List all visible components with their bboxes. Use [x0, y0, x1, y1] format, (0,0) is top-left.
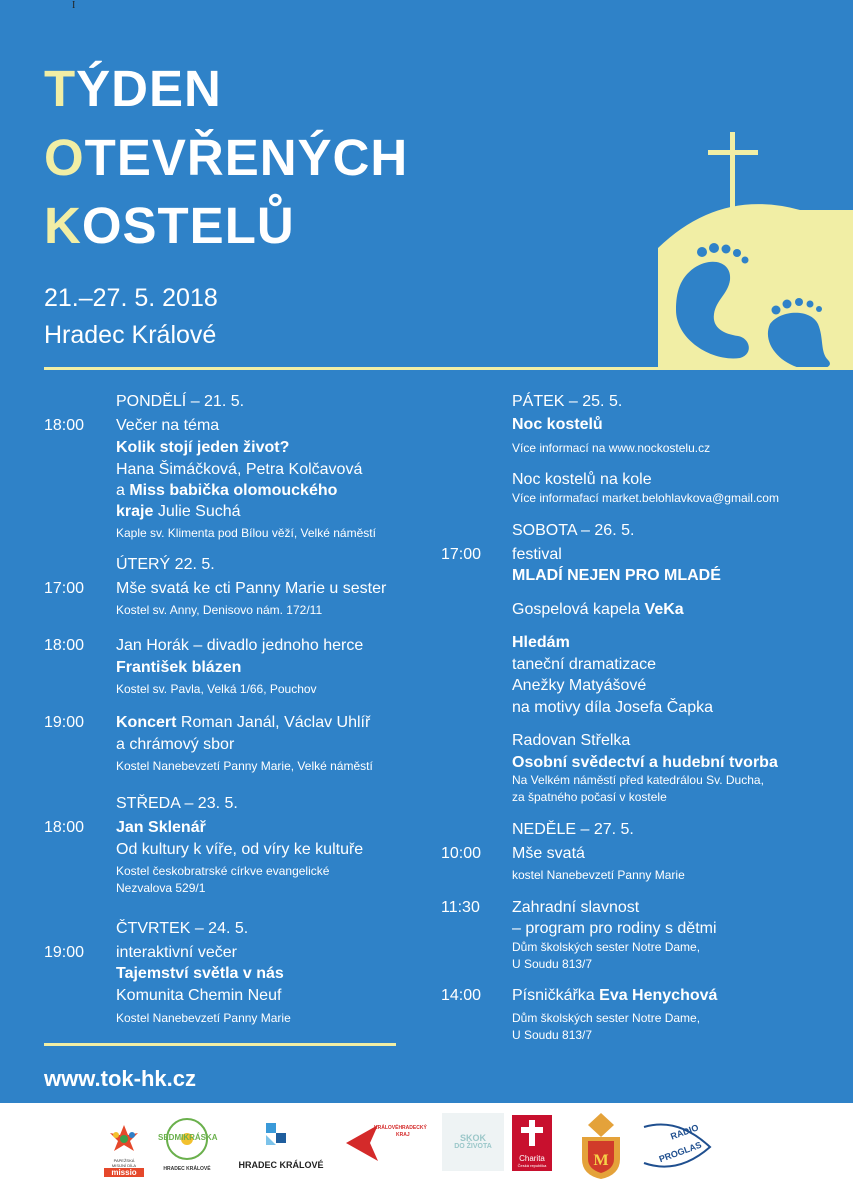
event-info: Více informafací market.belohlavkova@gmail.com — [512, 491, 779, 505]
day-heading-saturday: SOBOTA – 26. 5. — [512, 522, 635, 539]
radio-proglas-logo: RADIO PROGLAS — [640, 1117, 716, 1173]
event-place: Na Velkém náměstí před katedrálou Sv. Ducha, — [512, 773, 764, 787]
title-line-1: TÝDEN — [44, 60, 222, 117]
event-info: Více informací na www.nockostelu.cz — [512, 441, 711, 455]
day-heading-thursday: ČTVRTEK – 24. 5. — [116, 920, 249, 937]
fish-icon — [640, 1117, 716, 1173]
header-divider — [44, 367, 853, 370]
event-title: Osobní svědectví a hudební tvorba — [512, 754, 778, 771]
title-initial: K — [44, 197, 82, 254]
event-place: Dům školských sester Notre Dame, — [512, 1011, 701, 1025]
event-place: Kostel sv. Pavla, Velká 1/66, Pouchov — [116, 682, 317, 696]
event-dates: 21.–27. 5. 2018 — [44, 284, 218, 312]
kralovehradecky-kraj-logo: KRÁLOVÉHRADECKÝ KRAJ — [344, 1119, 434, 1169]
event-time: 18:00 — [44, 819, 85, 836]
event-place: za špatného počasí v kostele — [512, 790, 667, 804]
event-text: taneční dramatizace — [512, 656, 657, 673]
hradec-kralove-logo: HRADEC KRÁLOVÉ — [232, 1121, 330, 1173]
event-text: festival — [512, 546, 562, 563]
event-title: Tajemství světla v nás — [116, 965, 284, 982]
svg-text:M: M — [593, 1152, 609, 1169]
event-place: Kostel Nanebevzetí Panny Marie — [116, 1011, 291, 1025]
event-text: Radovan Střelka — [512, 732, 631, 749]
event-text: Komunita Chemin Neuf — [116, 987, 282, 1004]
event-text: a chrámový sbor — [116, 736, 235, 753]
event-text: Zahradní slavnost — [512, 899, 640, 916]
footer-divider — [44, 1043, 396, 1046]
title-line-2: OTEVŘENÝCH — [44, 129, 409, 186]
event-time: 17:00 — [441, 546, 482, 563]
hk-arrow-icon — [232, 1121, 330, 1151]
event-title: Hledám — [512, 634, 570, 651]
day-heading-sunday: NEDĚLE – 27. 5. — [512, 821, 634, 838]
event-time: 17:00 — [44, 580, 85, 597]
church-footprints-icon — [650, 128, 853, 370]
event-time: 11:30 — [441, 899, 480, 916]
event-title: Noc kostelů — [512, 416, 603, 433]
title-initial: T — [44, 60, 77, 117]
event-time: 19:00 — [44, 944, 85, 961]
event-text: interaktivní večer — [116, 944, 237, 961]
day-heading-monday: PONDĚLÍ – 21. 5. — [116, 393, 245, 410]
missio-logo: PAPEŽSKÁ MISIJNÍ DÍLA missio — [104, 1123, 144, 1175]
event-text: Písničkářka Eva Henychová — [512, 987, 718, 1004]
event-time: 18:00 — [44, 417, 85, 434]
event-text: Mše svatá — [512, 845, 585, 862]
charita-logo: Charita Česká republika — [512, 1115, 552, 1171]
event-text: na motivy díla Josefa Čapka — [512, 699, 713, 716]
event-place: U Soudu 813/7 — [512, 1028, 593, 1042]
event-title: Kolik stojí jeden život? — [116, 439, 290, 456]
diocese-coat-of-arms-icon — [574, 1111, 628, 1181]
event-place: Nezvalova 529/1 — [116, 881, 206, 895]
event-time: 10:00 — [441, 845, 482, 862]
event-text: Mše svatá ke cti Panny Marie u sester — [116, 580, 387, 597]
event-place: Kostel Nanebevzetí Panny Marie, Velké náměstí — [116, 759, 373, 773]
sponsor-logos-bar — [0, 1103, 853, 1200]
event-text: kraje Julie Suchá — [116, 503, 241, 520]
charita-cross-icon — [512, 1115, 552, 1149]
page-marker: I — [72, 0, 76, 11]
event-time: 18:00 — [44, 637, 85, 654]
website-link[interactable]: www.tok-hk.cz — [44, 1066, 196, 1091]
event-text: Od kultury k víře, od víry ke kultuře — [116, 841, 364, 858]
event-text: Jan Horák – divadlo jednoho herce — [116, 637, 364, 654]
event-text: Hana Šimáčková, Petra Kolčavová — [116, 461, 363, 478]
event-text: Anežky Matyášové — [512, 677, 647, 694]
event-text: Večer na téma — [116, 417, 220, 434]
event-time: 19:00 — [44, 714, 85, 731]
event-place: Kaple sv. Klimenta pod Bílou věží, Velké náměstí — [116, 526, 376, 540]
event-title: MLADÍ NEJEN PRO MLADÉ — [512, 567, 721, 584]
event-place: Kostel českobratrské církve evangelické — [116, 864, 330, 878]
event-city: Hradec Králové — [44, 321, 217, 349]
event-title: Jan Sklenář — [116, 819, 206, 836]
missio-star-icon — [104, 1123, 144, 1153]
event-text: Gospelová kapela VeKa — [512, 601, 684, 618]
event-title: František blázen — [116, 659, 242, 676]
day-heading-wednesday: STŘEDA – 23. 5. — [116, 795, 238, 812]
event-text: Noc kostelů na kole — [512, 471, 652, 488]
event-place: Kostel sv. Anny, Denisovo nám. 172/11 — [116, 603, 323, 617]
event-text: a Miss babička olomouckého — [116, 482, 338, 499]
event-text: – program pro rodiny s dětmi — [512, 920, 717, 937]
event-place: Dům školských sester Notre Dame, — [512, 940, 701, 954]
title-initial: O — [44, 129, 85, 186]
event-place: U Soudu 813/7 — [512, 957, 593, 971]
sedmikraska-logo: SEDMIKRÁSKA HRADEC KRÁLOVÉ — [158, 1117, 216, 1177]
title-line-3: KOSTELŮ — [44, 197, 295, 254]
day-heading-friday: PÁTEK – 25. 5. — [512, 393, 623, 410]
event-time: 14:00 — [441, 987, 482, 1004]
event-place: kostel Nanebevzetí Panny Marie — [512, 868, 685, 882]
event-text: Koncert Roman Janál, Václav Uhlíř — [116, 714, 371, 731]
skok-do-zivota-logo: SKOK DO ŽIVOTA — [442, 1113, 504, 1171]
day-heading-tuesday: ÚTERÝ 22. 5. — [116, 556, 215, 573]
